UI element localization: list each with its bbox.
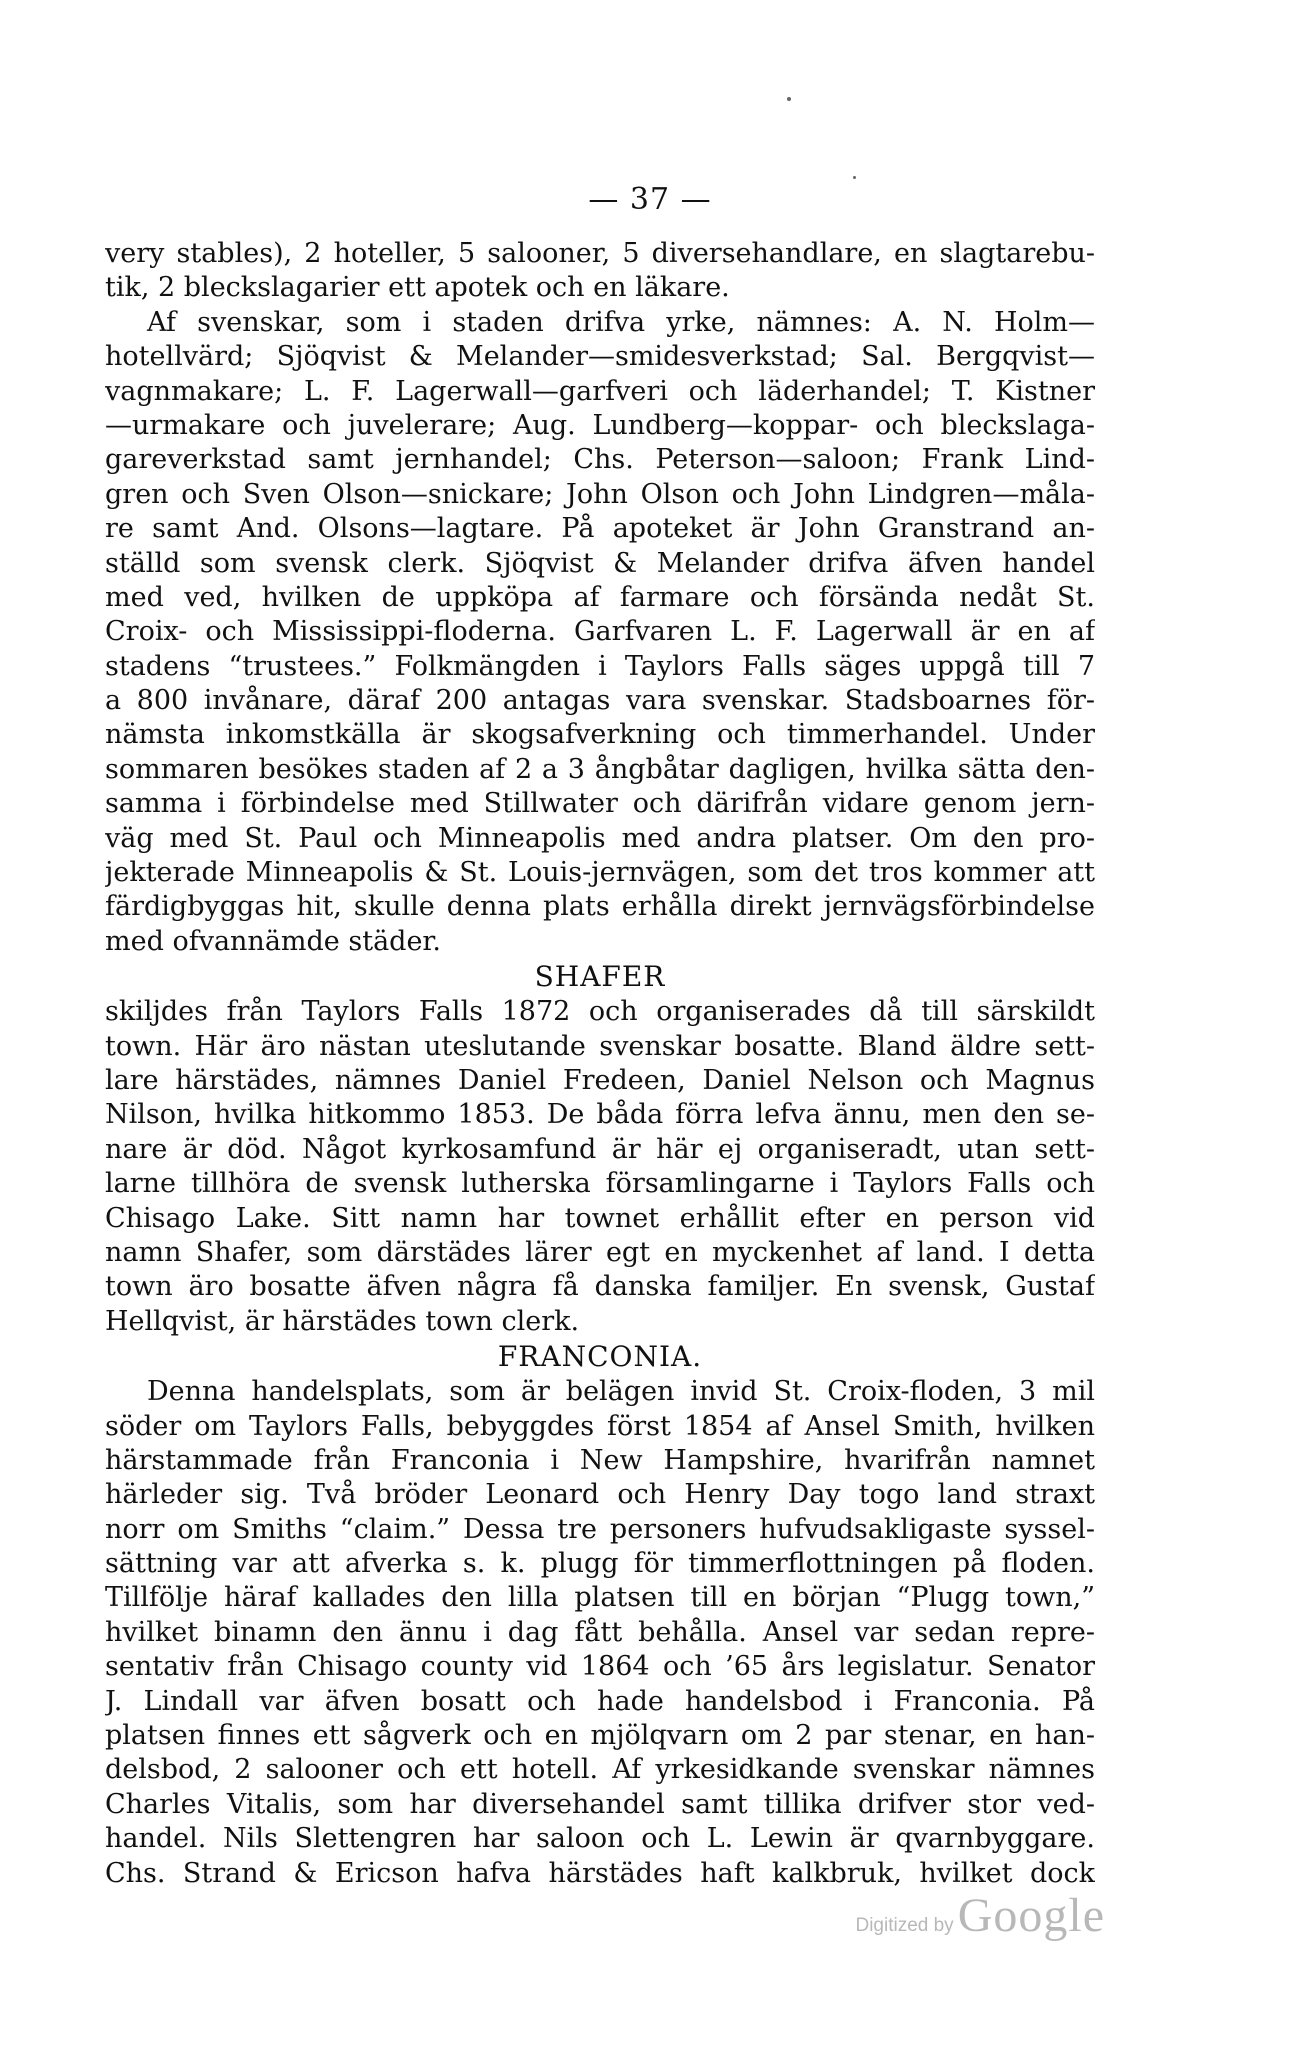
text-line: vagnmakare; L. F. Lagerwall—garfveri och läderhandel; T. Kistner xyxy=(105,375,1095,407)
text-line: norr om Smiths “claim.” Dessa tre personers hufvudsakligaste syssel- xyxy=(105,1513,1095,1545)
text-line: Chisago Lake. Sitt namn har townet erhållit efter en person vid xyxy=(105,1202,1095,1234)
text-line: Charles Vitalis, som har diversehandel samt tillika drifver stor ved- xyxy=(105,1788,1095,1820)
text-line: namn Shafer, som därstädes lärer egt en myckenhet af land. I detta xyxy=(105,1236,1095,1268)
paragraph-shafer xyxy=(105,995,1095,1339)
text-line: Chs. Strand & Ericson hafva härstädes haft kalkbruk, hvilket dock xyxy=(105,1857,1095,1889)
text-line: Nilson, hvilka hitkommo 1853. De båda förra lefva ännu, men den se- xyxy=(105,1099,1095,1131)
page-number: — 37 — xyxy=(588,182,712,217)
body-text xyxy=(105,237,1095,1891)
text-line: hotellvärd; Sjöqvist & Melander—smidesverkstad; Sal. Bergqvist— xyxy=(105,341,1095,373)
text-line: tik, 2 bleckslagarier ett apotek och en läkare. xyxy=(105,272,730,304)
text-line: handel. Nils Slettengren har saloon och L. Lewin är qvarnbyggare. xyxy=(105,1823,1095,1855)
text-line: härstammade från Franconia i New Hampshire, hvarifrån namnet xyxy=(105,1444,1095,1476)
paragraph-franconia xyxy=(105,1375,1095,1891)
text-line: samma i förbindelse med Stillwater och därifrån vidare genom jern- xyxy=(105,788,1095,820)
text-line: nare är död. Något kyrkosamfund är här ej organiseradt, utan sett- xyxy=(105,1133,1095,1165)
text-line: very stables), 2 hoteller, 5 salooner, 5 diversehandlare, en slagtarebu- xyxy=(105,238,1095,269)
text-line: färdigbyggas hit, skulle denna plats erhålla direkt jernvägsförbindelse xyxy=(105,891,1095,923)
text-line: härleder sig. Två bröder Leonard och Henry Day togo land straxt xyxy=(105,1479,1095,1511)
text-line: lare härstädes, nämnes Daniel Fredeen, Daniel Nelson och Magnus xyxy=(105,1064,1095,1096)
section-heading-shafer: SHAFER xyxy=(534,960,666,994)
text-line: Denna handelsplats, som är belägen invid St. Croix-floden, 3 mil xyxy=(147,1376,1095,1408)
text-line: med ofvannämde städer. xyxy=(105,925,441,957)
digitized-by-google-watermark xyxy=(855,1888,1105,1943)
text-line: a 800 invånare, däraf 200 antagas vara svenskar. Stadsboarnes för- xyxy=(105,685,1095,717)
text-line: Croix- och Mississippi-floderna. Garfvaren L. F. Lagerwall är en af xyxy=(105,616,1095,648)
text-line: skiljdes från Taylors Falls 1872 och organiserades då till särskildt xyxy=(105,996,1095,1028)
text-line: med ved, hvilken de uppköpa af farmare och försända nedåt St. xyxy=(105,581,1095,613)
text-line: Af svenskar, som i staden drifva yrke, nämnes: A. N. Holm— xyxy=(147,306,1095,338)
text-line: stadens “trustees.” Folkmängden i Taylors Falls säges uppgå till 7 xyxy=(105,650,1095,682)
text-line: Tillfölje häraf kallades den lilla platsen till en början “Plugg town,” xyxy=(105,1582,1095,1614)
text-line: hvilket binamn den ännu i dag fått behålla. Ansel var sedan repre- xyxy=(105,1616,1095,1648)
section-heading-franconia: FRANCONIA. xyxy=(497,1340,703,1374)
text-line: town. Här äro nästan uteslutande svenskar bosatte. Bland äldre sett- xyxy=(105,1030,1095,1062)
text-line: sommaren besökes staden af 2 a 3 ångbåtar dagligen, hvilka sätta den- xyxy=(105,753,1095,785)
text-line: gareverkstad samt jernhandel; Chs. Peterson—saloon; Frank Lind- xyxy=(105,444,1095,476)
text-line: ställd som svensk clerk. Sjöqvist & Melander drifva äfven handel xyxy=(105,547,1095,579)
print-speck xyxy=(853,176,856,179)
text-line: J. Lindall var äfven bosatt och hade handelsbod i Franconia. På xyxy=(105,1685,1095,1717)
text-line: sättning var att afverka s. k. plugg för timmerflottningen på floden. xyxy=(105,1548,1095,1580)
text-line: larne tillhöra de svensk lutherska församlingarne i Taylors Falls och xyxy=(105,1168,1095,1200)
text-line: nämsta inkomstkälla är skogsafverkning och timmerhandel. Under xyxy=(105,719,1095,751)
text-line: —urmakare och juvelerare; Aug. Lundberg—koppar- och bleckslaga- xyxy=(105,409,1095,441)
text-line: väg med St. Paul och Minneapolis med andra platser. Om den pro- xyxy=(105,822,1095,854)
text-line: platsen finnes ett sågverk och en mjölqvarn om 2 par stenar, en han- xyxy=(105,1720,1095,1752)
text-line: sentativ från Chisago county vid 1864 och ’65 års legislatur. Senator xyxy=(105,1651,1095,1683)
text-line: gren och Sven Olson—snickare; John Olson och John Lindgren—måla- xyxy=(105,478,1095,510)
text-line: town äro bosatte äfven några få danska familjer. En svensk, Gustaf xyxy=(105,1271,1095,1303)
text-line: söder om Taylors Falls, bebyggdes först 1854 af Ansel Smith, hvilken xyxy=(105,1410,1095,1442)
text-line: Hellqvist, är härstädes town clerk. xyxy=(105,1305,580,1337)
print-speck xyxy=(787,97,791,101)
text-line: re samt And. Olsons—lagtare. På apoteket är John Granstrand an- xyxy=(105,513,1095,545)
text-line: jekterade Minneapolis & St. Louis-jernvägen, som det tros kommer att xyxy=(105,857,1095,889)
text-line: delsbod, 2 salooner och ett hotell. Af yrkesidkande svenskar nämnes xyxy=(105,1754,1095,1786)
watermark-small-text: Digitized by xyxy=(855,1915,954,1936)
google-logo: Google xyxy=(957,1889,1105,1942)
paragraph-taylors-falls xyxy=(105,237,1095,959)
